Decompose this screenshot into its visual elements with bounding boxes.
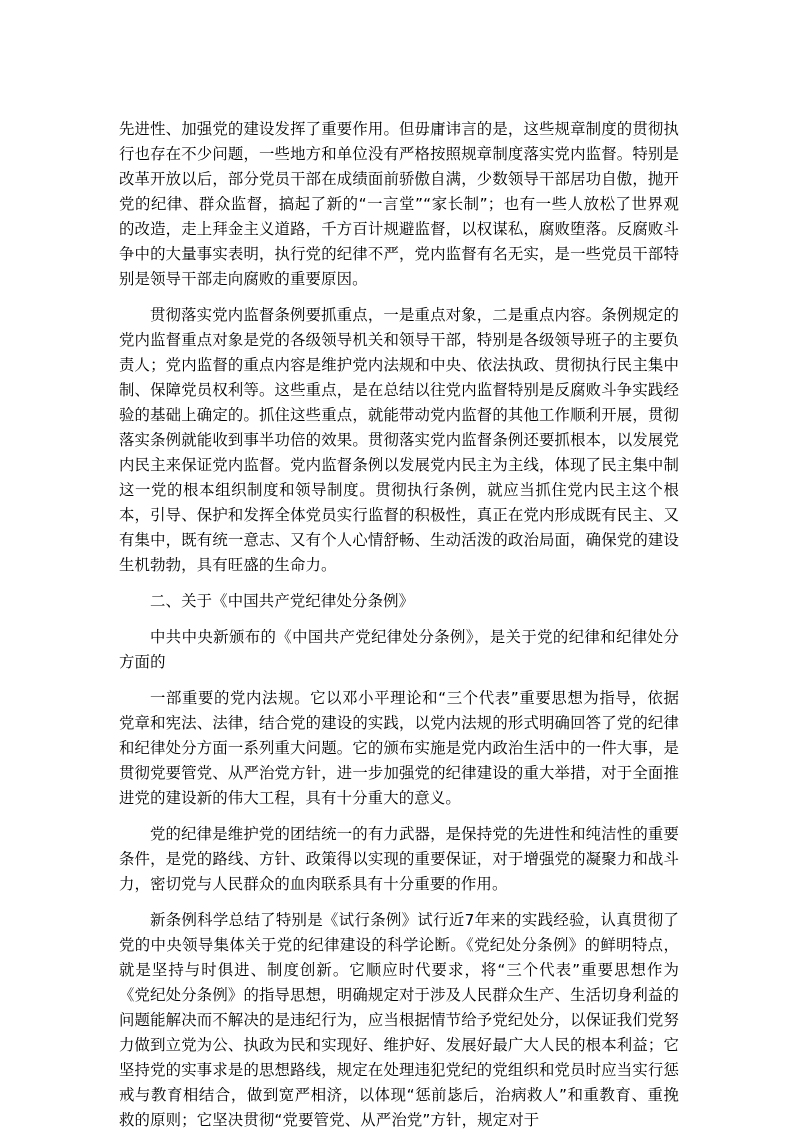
paragraph-regulations-intro: 中共中央新颁布的《中国共产党纪律处分条例》，是关于党的纪律和纪律处分方面的: [119, 628, 679, 671]
paragraph-corruption-causes: 先进性、加强党的建设发挥了重要作用。但毋庸讳言的是，这些规章制度的贯彻执行也存在不少问题，一些地方和单位没有严格按照规章制度落实党内监督。特别是改革开放以后，部分党员干部在成绩面前骄傲自满，少数领导干部居功自傲，抛开党的纪律、群众监督，搞起了新的“一言堂”“家长制”；也有一些人放松了世界观的改造，走上拜金主义道路，千方百计规避监督，以权谋私，腐败堕落。反腐败斗争中的大量事实表明，执行党的纪律不严，党内监督有名无实，是一些党员干部特别是领导干部走向腐败的重要原因。: [119, 120, 679, 288]
paragraph-party-discipline: 党的纪律是维护党的团结统一的有力武器，是保持党的先进性和纯洁性的重要条件，是党的路线、方针、政策得以实现的重要保证，对于增强党的凝聚力和战斗力，密切党与人民群众的血肉联系具有十分重要的作用。: [119, 825, 679, 893]
section-heading-discipline-regulations: 二、关于《中国共产党纪律处分条例》: [150, 592, 415, 610]
paragraph-new-regulations-features: 新条例科学总结了特别是《试行条例》试行近7年来的实践经验，认真贯彻了党的中央领导集体关于党的纪律建设的科学论断。《党纪处分条例》的鲜明特点，就是坚持与时俱进、制度创新。它顺应时代要求，将“三个代表”重要思想作为《党纪处分条例》的指导思想，明确规定对于涉及人民群众生产、生活切身利益的问题能解决而不解决的是违纪行为，应当根据情节给予党纪处分，以保证我们党努力做到立党为公、执政为民和实现好、维护好、发展好最广大人民的根本利益；它坚持党的实事求是的思想路线，规定在处理违犯党纪的党组织和党员时应当实行惩戒与教育相结合，做到宽严相济，以体现“惩前毖后，治病救人”和重教育、重挽救的原则；它坚决贯彻“党要管党、从严治党”方针，规定对于: [119, 911, 679, 1129]
document-body: [119, 117, 679, 1133]
paragraph-regulations-significance: 一部重要的党内法规。它以邓小平理论和“三个代表”重要思想为指导，依据党章和宪法、法律，结合党的建设的实践，以党内法规的形式明确回答了党的纪律和纪律处分方面一系列重大问题。它的颁布实施是党内政治生活中的一件大事，是贯彻党要管党、从严治党方针，进一步加强党的纪律建设的重大举措，对于全面推进党的建设新的伟大工程，具有十分重大的意义。: [119, 689, 679, 807]
paragraph-supervision-focus: 贯彻落实党内监督条例要抓重点，一是重点对象，二是重点内容。条例规定的党内监督重点对象是党的各级领导机关和领导干部，特别是各级领导班子的主要负责人；党内监督的重点内容是维护党内法规和中央、依法执政、贯彻执行民主集中制、保障党员权利等。这些重点，是在总结以往党内监督特别是反腐败斗争实践经验的基础上确定的。抓住这些重点，就能带动党内监督的其他工作顺利开展，贯彻落实条例就能收到事半功倍的效果。贯彻落实党内监督条例还要抓根本，以发展党内民主来保证党内监督。党内监督条例以发展党内民主为主线，体现了民主集中制这一党的根本组织制度和领导制度。贯彻执行条例，就应当抓住党内民主这个根本，引导、保护和发挥全体党员实行监督的积极性，真正在党内形成既有民主、又有集中，既有统一意志、又有个人心情舒畅、生动活泼的政治局面，确保党的建设生机勃勃，具有旺盛的生命力。: [119, 306, 679, 574]
